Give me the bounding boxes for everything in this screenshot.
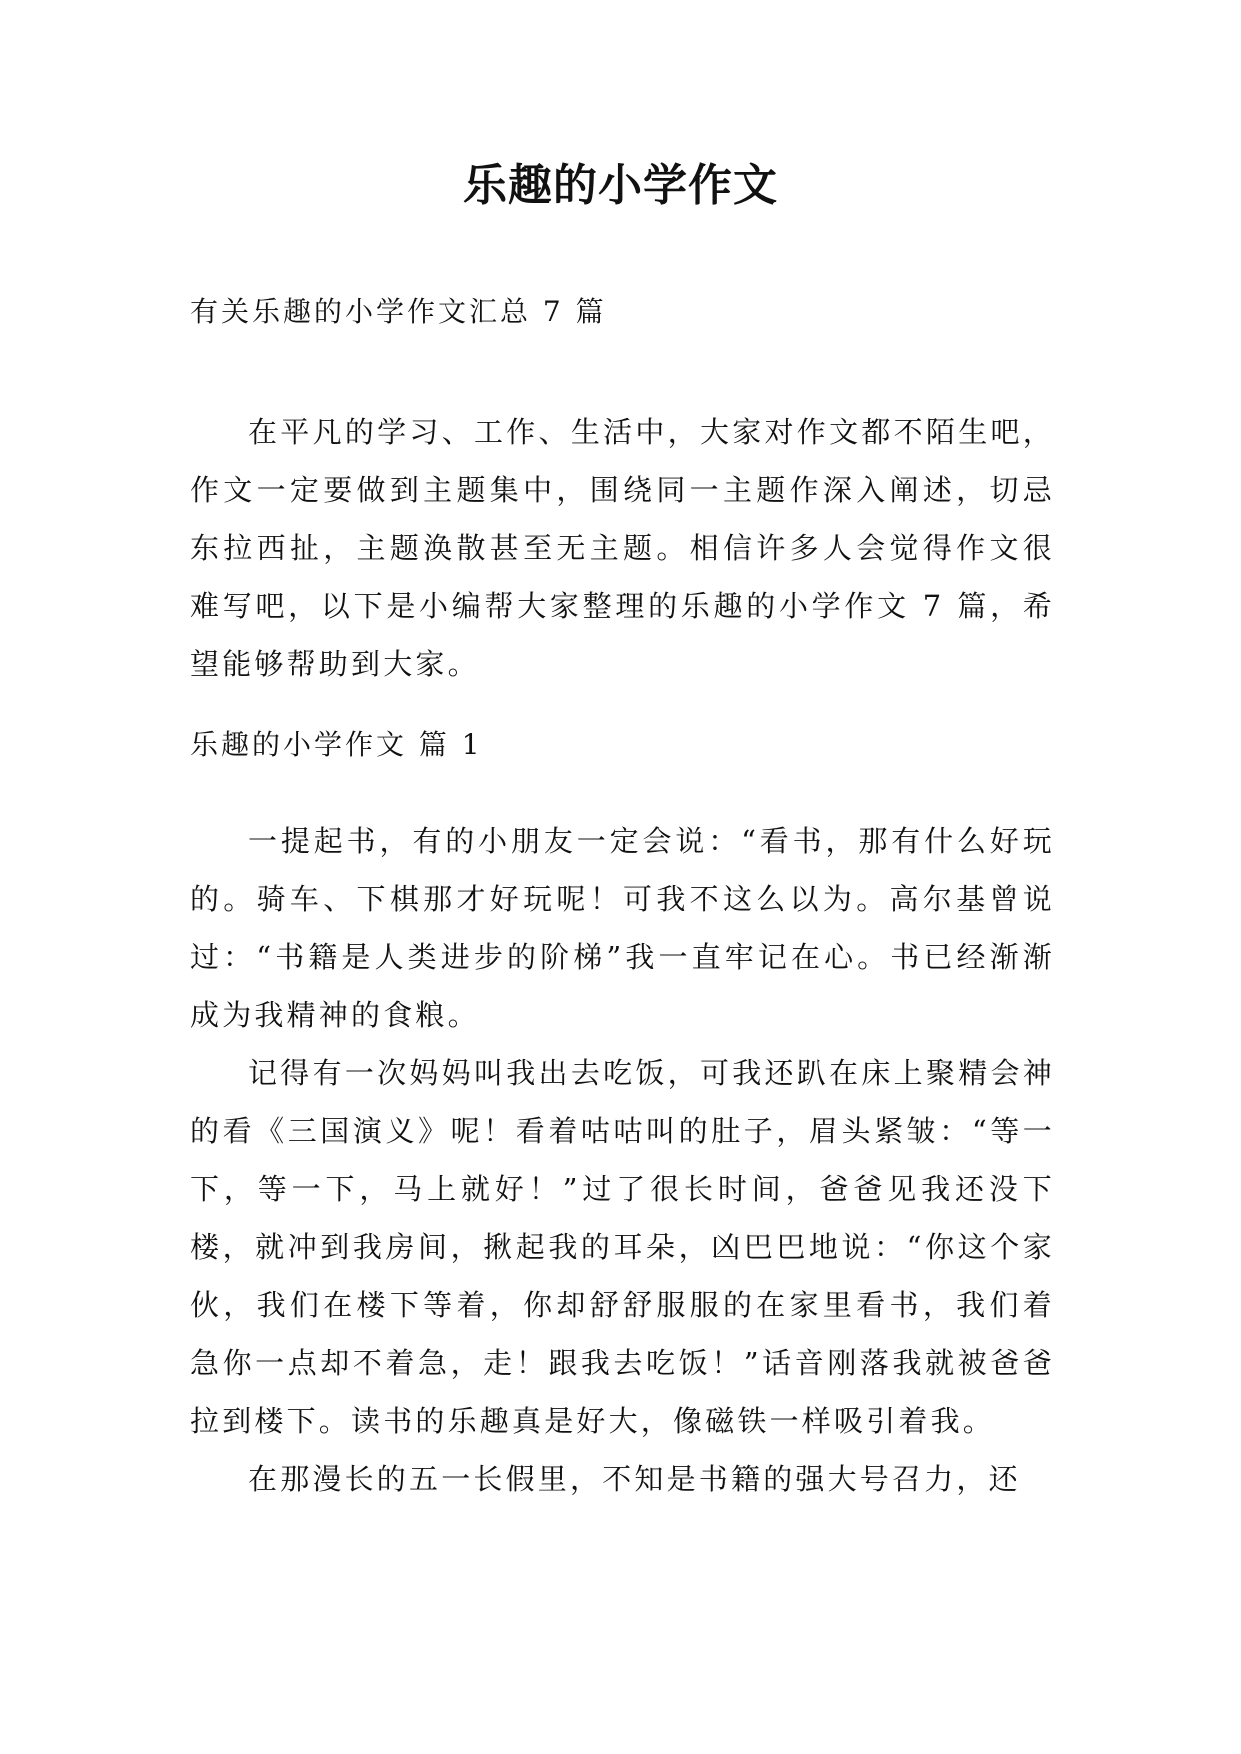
intro-paragraph bbox=[190, 403, 1055, 693]
section-heading: 乐趣的小学作文 篇 1 bbox=[190, 728, 483, 761]
document-subtitle: 有关乐趣的小学作文汇总 7 篇 bbox=[190, 295, 607, 328]
intro-text: 在平凡的学习、工作、生活中，大家对作文都不陌生吧，作文一定要做到主题集中，围绕同一主题作深入阐述，切忌东拉西扯，主题涣散甚至无主题。相信许多人会觉得作文很难写吧，以下是小编帮大家整理的乐趣的小学作文 7 篇，希望能够帮助到大家。 bbox=[190, 415, 1055, 681]
document-title: 乐趣的小学作文 bbox=[463, 160, 778, 211]
section-body bbox=[190, 812, 1055, 1508]
paragraph: 在那漫长的五一长假里，不知是书籍的强大号召力，还 bbox=[248, 1462, 1021, 1496]
paragraph: 一提起书，有的小朋友一定会说：“看书，那有什么好玩的。骑车、下棋那才好玩呢！可我不这么以为。高尔基曾说过：“书籍是人类进步的阶梯”我一直牢记在心。书已经渐渐成为我精神的食粮。 bbox=[190, 824, 1055, 1032]
paragraph: 记得有一次妈妈叫我出去吃饭，可我还趴在床上聚精会神的看《三国演义》呢！看着咕咕叫的肚子，眉头紧皱：“等一下，等一下，马上就好！”过了很长时间，爸爸见我还没下楼，就冲到我房间，揪起我的耳朵，凶巴巴地说：“你这个家伙，我们在楼下等着，你却舒舒服服的在家里看书，我们着急你一点却不着急，走！跟我去吃饭！”话音刚落我就被爸爸拉到楼下。读书的乐趣真是好大，像磁铁一样吸引着我。 bbox=[190, 1056, 1055, 1438]
